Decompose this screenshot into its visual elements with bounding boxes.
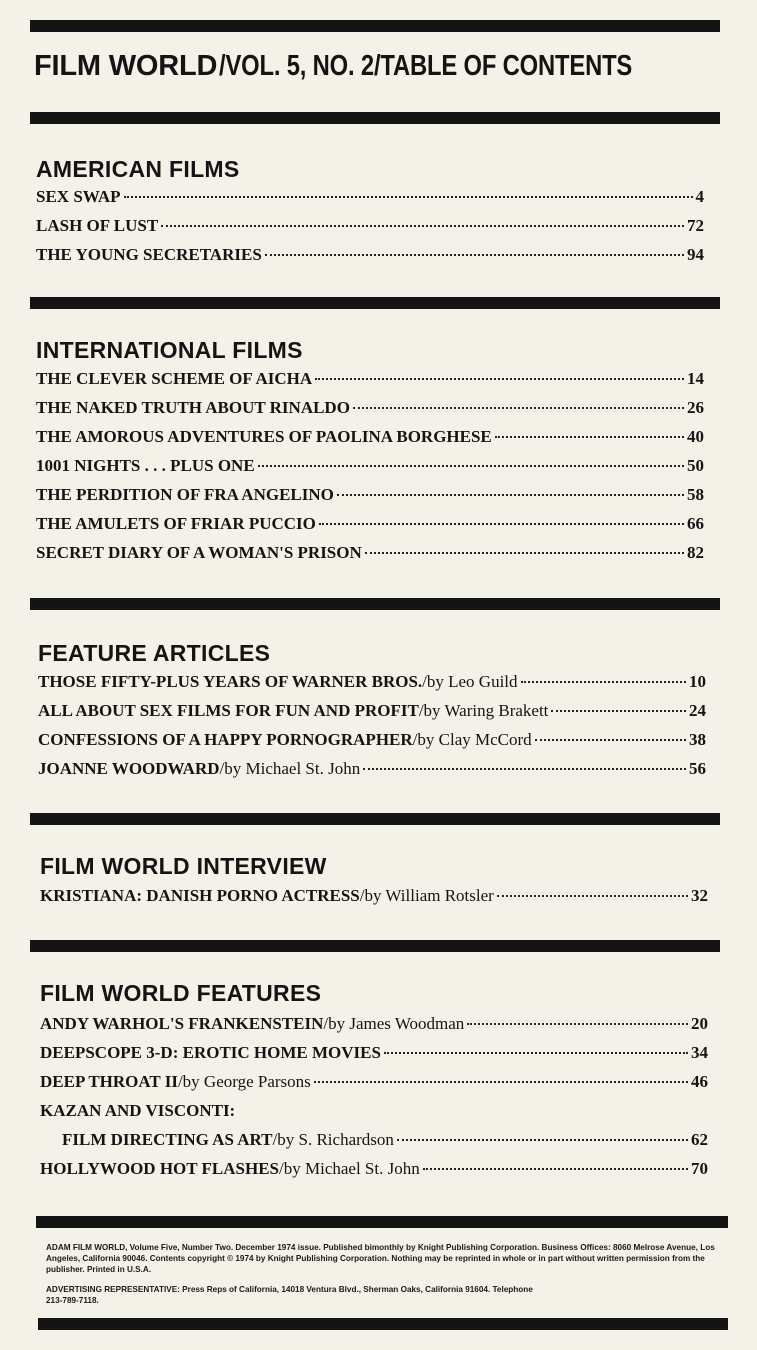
- magazine-name: FILM WORLD: [34, 50, 218, 82]
- divider-bar: [30, 940, 720, 952]
- entry-title: DEEPSCOPE 3-D: EROTIC HOME MOVIES: [40, 1043, 381, 1062]
- entry-title: THOSE FIFTY-PLUS YEARS OF WARNER BROS.: [38, 672, 423, 691]
- entry-title: JOANNE WOODWARD: [38, 759, 220, 778]
- toc-entry[interactable]: [36, 514, 704, 543]
- entry-byline: /by James Woodman: [323, 1014, 465, 1033]
- page-number: 46: [691, 1072, 708, 1091]
- entry-title: SEX SWAP: [36, 187, 121, 206]
- dot-leader: [467, 1023, 688, 1025]
- toc-entry[interactable]: [40, 1014, 708, 1043]
- toc-entry[interactable]: [40, 1130, 708, 1159]
- toc-entry-heading[interactable]: [40, 1101, 708, 1130]
- page-number: 82: [687, 543, 704, 562]
- page-number: 32: [691, 886, 708, 905]
- page-number: 14: [687, 369, 704, 388]
- dot-leader: [363, 768, 686, 770]
- toc-entry[interactable]: [40, 1159, 708, 1188]
- entry-title: SECRET DIARY OF A WOMAN'S PRISON: [36, 543, 362, 562]
- entry-byline: /by S. Richardson: [272, 1130, 394, 1149]
- toc-entry[interactable]: [40, 1072, 708, 1101]
- page-number: 94: [687, 245, 704, 264]
- page-number: 66: [687, 514, 704, 533]
- dot-leader: [365, 552, 684, 554]
- entry-title: LASH OF LUST: [36, 216, 159, 235]
- page-number: 40: [687, 427, 704, 446]
- entry-title: FILM DIRECTING AS ART: [62, 1130, 273, 1149]
- page-number: 4: [695, 187, 704, 206]
- dot-leader: [495, 436, 684, 438]
- dot-leader: [384, 1052, 688, 1054]
- divider-bar: [38, 1318, 728, 1330]
- section-entries-film-world-interview: [40, 886, 708, 915]
- toc-entry[interactable]: [36, 245, 704, 274]
- entry-title: THE CLEVER SCHEME OF AICHA: [36, 369, 313, 388]
- toc-entry[interactable]: [38, 759, 706, 788]
- page-number: 70: [691, 1159, 708, 1178]
- dot-leader: [337, 494, 684, 496]
- page-number: 56: [689, 759, 706, 778]
- toc-entry[interactable]: [36, 398, 704, 427]
- page-number: 34: [691, 1043, 708, 1062]
- section-entries-international-films: [36, 369, 704, 572]
- entry-byline: /by William Rotsler: [359, 886, 494, 905]
- toc-entry[interactable]: [38, 730, 706, 759]
- section-heading-international-films: INTERNATIONAL FILMS: [36, 337, 303, 363]
- toc-entry[interactable]: [38, 672, 706, 701]
- section-heading-feature-articles: FEATURE ARTICLES: [38, 640, 271, 666]
- page-number: 72: [687, 216, 704, 235]
- toc-entry[interactable]: [36, 427, 704, 456]
- divider-bar: [30, 598, 720, 610]
- page-number: 10: [689, 672, 706, 691]
- page-number: 50: [687, 456, 704, 475]
- dot-leader: [265, 254, 684, 256]
- entry-title: KAZAN AND VISCONTI:: [40, 1101, 236, 1120]
- entry-title: ANDY WARHOL'S FRANKENSTEIN: [40, 1014, 324, 1033]
- divider-bar: [30, 20, 720, 32]
- entry-title: THE YOUNG SECRETARIES: [36, 245, 262, 264]
- entry-title: THE AMULETS OF FRIAR PUCCIO: [36, 514, 316, 533]
- divider-bar: [36, 1216, 728, 1228]
- advertising-note: ADVERTISING REPRESENTATIVE: Press Reps of California, 14018 Ventura Blvd., Sherman Oaks, California 91604. Telephone 213-789-7118.: [46, 1285, 533, 1305]
- entry-byline: /by Clay McCord: [412, 730, 532, 749]
- toc-entry[interactable]: [36, 369, 704, 398]
- entry-title: ALL ABOUT SEX FILMS FOR FUN AND PROFIT: [38, 701, 419, 720]
- entry-title: THE NAKED TRUTH ABOUT RINALDO: [36, 398, 350, 417]
- page-number: 58: [687, 485, 704, 504]
- entry-title: HOLLYWOOD HOT FLASHES: [40, 1159, 280, 1178]
- divider-bar: [30, 297, 720, 309]
- section-heading-american-films: AMERICAN FILMS: [36, 156, 240, 182]
- section-entries-feature-articles: [38, 672, 706, 788]
- issue-and-heading: /VOL. 5, NO. 2/TABLE OF CONTENTS: [219, 50, 633, 82]
- section-heading-film-world-features: FILM WORLD FEATURES: [40, 980, 322, 1006]
- toc-entry[interactable]: [38, 701, 706, 730]
- dot-leader: [314, 1081, 688, 1083]
- toc-entry[interactable]: [40, 1043, 708, 1072]
- dot-leader: [353, 407, 684, 409]
- entry-byline: /by Michael St. John: [219, 759, 361, 778]
- dot-leader: [423, 1168, 688, 1170]
- toc-entry[interactable]: [40, 886, 708, 915]
- toc-entry[interactable]: [36, 216, 704, 245]
- page-title: [34, 50, 714, 83]
- page-number: 20: [691, 1014, 708, 1033]
- divider-bar: [30, 112, 720, 124]
- entry-byline: /by Waring Brakett: [418, 701, 549, 720]
- section-heading-film-world-interview: FILM WORLD INTERVIEW: [40, 853, 327, 879]
- dot-leader: [161, 225, 684, 227]
- dot-leader: [521, 681, 686, 683]
- entry-title: CONFESSIONS OF A HAPPY PORNOGRAPHER: [38, 730, 413, 749]
- dot-leader: [124, 196, 693, 198]
- toc-entry[interactable]: [36, 187, 704, 216]
- dot-leader: [535, 739, 686, 741]
- page-number: 62: [691, 1130, 708, 1149]
- dot-leader: [315, 378, 684, 380]
- entry-byline: /by Michael St. John: [279, 1159, 420, 1178]
- section-entries-american-films: [36, 187, 704, 274]
- entry-title: THE AMOROUS ADVENTURES OF PAOLINA BORGHESE: [36, 427, 492, 446]
- entry-title: THE PERDITION OF FRA ANGELINO: [36, 485, 334, 504]
- section-entries-film-world-features: [40, 1014, 708, 1188]
- entry-byline: /by George Parsons: [177, 1072, 311, 1091]
- dot-leader: [258, 465, 684, 467]
- entry-title: DEEP THROAT II: [40, 1072, 178, 1091]
- entry-title: KRISTIANA: DANISH PORNO ACTRESS: [40, 886, 360, 905]
- page-number: 24: [689, 701, 706, 720]
- dot-leader: [551, 710, 686, 712]
- toc-entry[interactable]: [36, 543, 704, 572]
- page-number: 26: [687, 398, 704, 417]
- dot-leader: [397, 1139, 688, 1141]
- toc-entry[interactable]: [36, 485, 704, 514]
- entry-title: 1001 NIGHTS . . . PLUS ONE: [36, 456, 255, 475]
- entry-byline: /by Leo Guild: [422, 672, 518, 691]
- page-number: 38: [689, 730, 706, 749]
- divider-bar: [30, 813, 720, 825]
- toc-entry[interactable]: [36, 456, 704, 485]
- publisher-note: ADAM FILM WORLD, Volume Five, Number Two. December 1974 issue. Published bimonthly by Knight Publishing Corporation. Business Offices: 8060 Melrose Avenue, Los Angeles, California 90046. Contents copyright © 1974 by Knight Publishing Corporation. Nothing may be reprinted in whole or in part without written permission from the publisher. Printed in U.S.A.: [46, 1243, 715, 1274]
- dot-leader: [319, 523, 684, 525]
- dot-leader: [497, 895, 688, 897]
